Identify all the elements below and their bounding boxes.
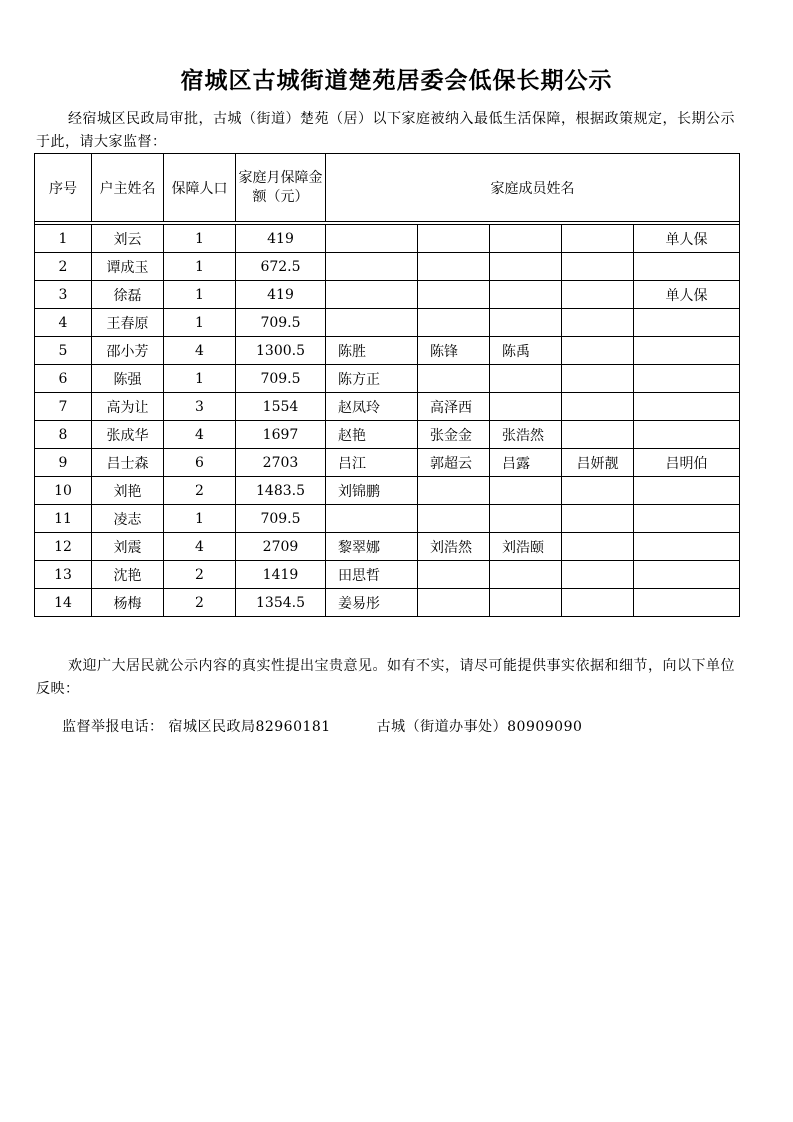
cell-index: 14 [35, 589, 92, 617]
table-row [35, 309, 740, 337]
cell-member [562, 393, 634, 421]
cell-member [634, 561, 740, 589]
cell-persons: 4 [164, 533, 236, 561]
cell-member [634, 365, 740, 393]
cell-member: 刘锦鹏 [326, 477, 418, 505]
cell-member [418, 309, 490, 337]
cell-index: 10 [35, 477, 92, 505]
cell-amount: 1354.5 [236, 589, 326, 617]
cell-index: 1 [35, 225, 92, 253]
cell-member: 陈胜 [326, 337, 418, 365]
cell-member [418, 281, 490, 309]
intro-paragraph: 经宿城区民政局审批，古城（街道）楚苑（居）以下家庭被纳入最低生活保障，根据政策规定，长期公示于此，请大家监督： [36, 111, 735, 150]
cell-member: 高泽西 [418, 393, 490, 421]
cell-member: 吕江 [326, 449, 418, 477]
cell-head-name: 刘震 [92, 533, 164, 561]
cell-amount: 1697 [236, 421, 326, 449]
cell-member [418, 589, 490, 617]
cell-member [634, 309, 740, 337]
cell-index: 5 [35, 337, 92, 365]
header-head-name: 户主姓名 [92, 154, 164, 222]
cell-member [634, 589, 740, 617]
cell-persons: 3 [164, 393, 236, 421]
cell-member [418, 477, 490, 505]
cell-member: 郭超云 [418, 449, 490, 477]
cell-member [562, 477, 634, 505]
cell-member: 吕明伯 [634, 449, 740, 477]
table-row [35, 533, 740, 561]
table-row [35, 561, 740, 589]
cell-head-name: 陈强 [92, 365, 164, 393]
cell-head-name: 杨梅 [92, 589, 164, 617]
cell-head-name: 高为让 [92, 393, 164, 421]
table-row [35, 477, 740, 505]
cell-persons: 4 [164, 421, 236, 449]
cell-index: 8 [35, 421, 92, 449]
contact-office: 古城（街道办事处）80909090 [376, 719, 583, 735]
cell-member [490, 225, 562, 253]
table-row [35, 449, 740, 477]
cell-member [490, 505, 562, 533]
cell-member: 吕露 [490, 449, 562, 477]
header-members: 家庭成员姓名 [326, 154, 740, 222]
cell-amount: 2703 [236, 449, 326, 477]
cell-persons: 1 [164, 365, 236, 393]
table-body [35, 225, 740, 617]
cell-index: 6 [35, 365, 92, 393]
cell-head-name: 沈艳 [92, 561, 164, 589]
cell-member [634, 421, 740, 449]
cell-head-name: 徐磊 [92, 281, 164, 309]
cell-member [418, 225, 490, 253]
cell-persons: 1 [164, 281, 236, 309]
cell-index: 9 [35, 449, 92, 477]
contact-bureau: 宿城区民政局82960181 [168, 719, 331, 735]
cell-member [562, 589, 634, 617]
cell-head-name: 王春原 [92, 309, 164, 337]
cell-member: 单人保 [634, 225, 740, 253]
cell-member [634, 477, 740, 505]
cell-member [490, 393, 562, 421]
cell-member [418, 253, 490, 281]
table-row [35, 589, 740, 617]
cell-amount: 2709 [236, 533, 326, 561]
contact-label: 监督举报电话： [62, 719, 164, 735]
cell-member [490, 477, 562, 505]
cell-amount: 709.5 [236, 309, 326, 337]
cell-index: 3 [35, 281, 92, 309]
cell-member [418, 561, 490, 589]
table-row [35, 337, 740, 365]
cell-persons: 6 [164, 449, 236, 477]
cell-member [490, 365, 562, 393]
cell-member: 吕妍靓 [562, 449, 634, 477]
cell-amount: 1419 [236, 561, 326, 589]
cell-member [326, 505, 418, 533]
page-title: 宿城区古城街道楚苑居委会低保长期公示 [180, 67, 613, 94]
cell-member [326, 281, 418, 309]
subsistence-roster-table [34, 153, 740, 617]
cell-member [562, 309, 634, 337]
cell-member [490, 561, 562, 589]
cell-member [490, 589, 562, 617]
table-row [35, 421, 740, 449]
cell-index: 12 [35, 533, 92, 561]
cell-member [562, 253, 634, 281]
cell-member [634, 505, 740, 533]
cell-member [634, 533, 740, 561]
table-row [35, 393, 740, 421]
cell-member: 黎翠娜 [326, 533, 418, 561]
cell-index: 2 [35, 253, 92, 281]
cell-member [634, 337, 740, 365]
cell-head-name: 谭成玉 [92, 253, 164, 281]
cell-amount: 419 [236, 281, 326, 309]
cell-member [562, 561, 634, 589]
cell-member [490, 253, 562, 281]
cell-index: 11 [35, 505, 92, 533]
cell-member [634, 393, 740, 421]
header-amount: 家庭月保障金额（元） [236, 154, 326, 222]
cell-head-name: 邵小芳 [92, 337, 164, 365]
cell-member: 张金金 [418, 421, 490, 449]
cell-amount: 709.5 [236, 505, 326, 533]
cell-index: 4 [35, 309, 92, 337]
cell-member: 张浩然 [490, 421, 562, 449]
cell-head-name: 刘云 [92, 225, 164, 253]
cell-member: 赵凤玲 [326, 393, 418, 421]
cell-persons: 1 [164, 253, 236, 281]
cell-persons: 1 [164, 225, 236, 253]
table-row [35, 505, 740, 533]
cell-member: 姜易彤 [326, 589, 418, 617]
cell-amount: 1554 [236, 393, 326, 421]
cell-member: 陈禹 [490, 337, 562, 365]
cell-member: 刘浩然 [418, 533, 490, 561]
cell-member: 陈锋 [418, 337, 490, 365]
cell-member: 刘浩颐 [490, 533, 562, 561]
table-row [35, 365, 740, 393]
cell-member [562, 505, 634, 533]
header-index: 序号 [35, 154, 92, 222]
cell-member [418, 365, 490, 393]
closing-paragraph: 欢迎广大居民就公示内容的真实性提出宝贵意见。如有不实，请尽可能提供事实依据和细节，向以下单位反映： [36, 658, 735, 697]
cell-persons: 2 [164, 561, 236, 589]
cell-persons: 2 [164, 589, 236, 617]
header-persons: 保障人口 [164, 154, 236, 222]
cell-member [634, 253, 740, 281]
table-header-row [35, 154, 740, 222]
cell-member [562, 533, 634, 561]
table-row [35, 225, 740, 253]
cell-persons: 2 [164, 477, 236, 505]
cell-member [562, 365, 634, 393]
cell-member [562, 337, 634, 365]
cell-persons: 1 [164, 309, 236, 337]
cell-amount: 1300.5 [236, 337, 326, 365]
cell-member [418, 505, 490, 533]
contact-line [62, 716, 582, 736]
cell-member [326, 253, 418, 281]
cell-member: 单人保 [634, 281, 740, 309]
cell-index: 7 [35, 393, 92, 421]
cell-head-name: 刘艳 [92, 477, 164, 505]
cell-amount: 709.5 [236, 365, 326, 393]
cell-member [562, 421, 634, 449]
cell-head-name: 吕士森 [92, 449, 164, 477]
cell-member [326, 309, 418, 337]
cell-member [490, 281, 562, 309]
cell-member [562, 281, 634, 309]
cell-member: 田思哲 [326, 561, 418, 589]
table-row [35, 281, 740, 309]
cell-member [562, 225, 634, 253]
cell-member: 陈方正 [326, 365, 418, 393]
cell-amount: 1483.5 [236, 477, 326, 505]
cell-persons: 4 [164, 337, 236, 365]
cell-member: 赵艳 [326, 421, 418, 449]
cell-head-name: 凌志 [92, 505, 164, 533]
cell-index: 13 [35, 561, 92, 589]
cell-head-name: 张成华 [92, 421, 164, 449]
cell-persons: 1 [164, 505, 236, 533]
cell-amount: 419 [236, 225, 326, 253]
table-row [35, 253, 740, 281]
cell-member [490, 309, 562, 337]
cell-member [326, 225, 418, 253]
cell-amount: 672.5 [236, 253, 326, 281]
